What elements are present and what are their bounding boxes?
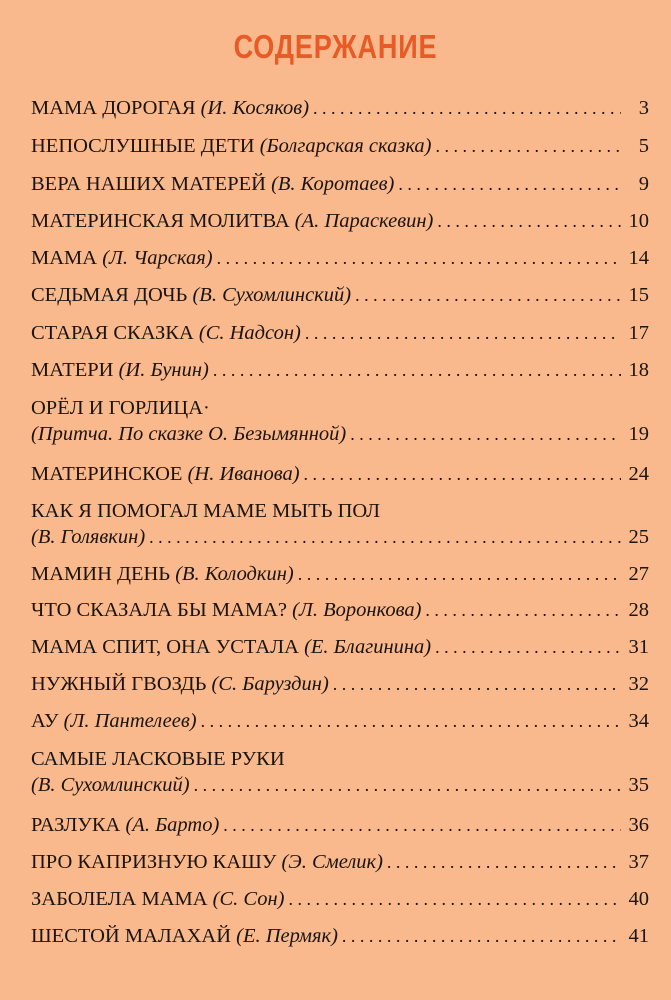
toc-entry[interactable] <box>31 562 649 586</box>
entry-title: РАЗЛУКА <box>31 814 121 836</box>
entry-title: НЕПОСЛУШНЫЕ ДЕТИ <box>31 135 255 157</box>
toc-entry[interactable] <box>31 462 649 486</box>
entry-title: ШЕСТОЙ МАЛАХАЙ <box>31 925 232 947</box>
dot-leader <box>213 358 621 382</box>
entry-title: МАМИН ДЕНЬ <box>31 563 171 585</box>
dot-leader <box>350 422 621 446</box>
entry-author: (Болгарская сказка) <box>259 135 432 157</box>
dot-leader <box>313 96 621 120</box>
toc-entry[interactable] <box>31 672 649 696</box>
toc-entry[interactable] <box>31 887 649 911</box>
entry-author: (С. Сон) <box>212 888 285 910</box>
dot-leader <box>398 172 621 196</box>
entry-text <box>31 209 433 233</box>
entry-author: (А. Параскевин) <box>294 210 434 232</box>
entry-text <box>31 246 213 270</box>
dot-leader <box>435 635 621 659</box>
entry-text <box>31 635 431 659</box>
page-title: СОДЕРЖАНИЕ <box>233 28 438 65</box>
entry-author: (Е. Благинина) <box>304 636 432 658</box>
entry-title: ЗАБОЛЕЛА МАМА <box>31 888 208 910</box>
entry-author: (Е. Пермяк) <box>236 925 338 947</box>
toc-entry[interactable] <box>31 598 649 622</box>
entry-text <box>31 887 284 911</box>
entry-title: МАТЕРИНСКОЕ <box>31 463 183 485</box>
entry-page-number: 18 <box>628 359 649 381</box>
entry-author: (И. Косяков) <box>200 97 310 119</box>
entry-page-number: 34 <box>628 710 649 732</box>
toc-entry[interactable] <box>31 709 649 733</box>
entry-page-number: 27 <box>628 563 649 585</box>
entry-page-number: 3 <box>638 97 649 119</box>
entry-page-number: 36 <box>628 814 649 836</box>
entry-author: (Э. Смелик) <box>281 851 383 873</box>
entry-page-number: 17 <box>628 322 649 344</box>
entry-title: ЧТО СКАЗАЛА БЫ МАМА? <box>31 599 287 621</box>
dot-leader <box>304 462 621 486</box>
entry-text <box>31 598 421 622</box>
entry-page-number: 32 <box>628 673 649 695</box>
entry-author: (С. Надсон) <box>198 322 301 344</box>
entry-author: (А. Барто) <box>125 814 220 836</box>
dot-leader <box>288 887 621 911</box>
toc-entry[interactable] <box>31 747 649 797</box>
toc-entry[interactable] <box>31 209 649 233</box>
toc-entry[interactable] <box>31 813 649 837</box>
entry-author: (В. Голявкин) <box>31 526 146 548</box>
entry-author: (Притча. По сказке О. Безымянной) <box>31 423 347 445</box>
entry-text <box>31 813 219 837</box>
entry-text <box>31 358 209 382</box>
dot-leader <box>201 709 621 733</box>
entry-page-number: 28 <box>628 599 649 621</box>
entry-page-number: 9 <box>638 173 649 195</box>
entry-author: (Л. Воронкова) <box>292 599 422 621</box>
entry-page-number: 40 <box>628 888 649 910</box>
toc-entry[interactable] <box>31 499 649 549</box>
dot-leader <box>355 283 621 307</box>
entry-title: САМЫЕ ЛАСКОВЫЕ РУКИ <box>31 748 285 770</box>
toc-entry[interactable] <box>31 172 649 196</box>
entry-title: ВЕРА НАШИХ МАТЕРЕЙ <box>31 173 266 195</box>
entry-text <box>31 321 301 345</box>
toc-entry[interactable] <box>31 358 649 382</box>
toc-entry[interactable] <box>31 246 649 270</box>
entry-author: (Л. Пантелеев) <box>63 710 197 732</box>
entry-page-number: 5 <box>638 135 649 157</box>
entry-text <box>31 134 432 158</box>
entry-text <box>31 172 394 196</box>
dot-leader <box>342 924 621 948</box>
dot-leader <box>436 134 622 158</box>
dot-leader <box>223 813 621 837</box>
entry-page-number: 10 <box>628 210 649 232</box>
entry-text <box>31 672 329 696</box>
toc-entry[interactable] <box>31 635 649 659</box>
entry-page-number: 25 <box>628 526 649 548</box>
entry-title: НУЖНЫЙ ГВОЗДЬ <box>31 673 207 695</box>
entry-title: МАМА ДОРОГАЯ <box>31 97 196 119</box>
entry-title: МАТЕРИНСКАЯ МОЛИТВА <box>31 210 290 232</box>
entry-author: (В. Сухомлинский) <box>192 284 352 306</box>
entry-title: СЕДЬМАЯ ДОЧЬ <box>31 284 188 306</box>
toc-entry[interactable] <box>31 134 649 158</box>
entry-text <box>31 562 294 586</box>
toc-entry[interactable] <box>31 96 649 120</box>
entry-text <box>31 283 351 307</box>
entry-text <box>31 462 300 486</box>
dot-leader <box>305 321 621 345</box>
entry-page-number: 37 <box>628 851 649 873</box>
toc-entry[interactable] <box>31 850 649 874</box>
entry-page-number: 35 <box>628 774 649 796</box>
entry-author: (И. Бунин) <box>118 359 209 381</box>
entry-author: (С. Баруздин) <box>211 673 329 695</box>
entry-title: СТАРАЯ СКАЗКА <box>31 322 194 344</box>
entry-title: МАМА <box>31 247 98 269</box>
entry-page-number: 15 <box>628 284 649 306</box>
dot-leader <box>387 850 621 874</box>
toc-entry[interactable] <box>31 283 649 307</box>
entry-title: МАМА СПИТ, ОНА УСТАЛА <box>31 636 299 658</box>
toc-entry[interactable] <box>31 924 649 948</box>
dot-leader <box>425 598 621 622</box>
entry-page-number: 41 <box>628 925 649 947</box>
entry-text <box>31 924 338 948</box>
entry-author: (Н. Иванова) <box>187 463 300 485</box>
entry-author: (В. Сухомлинский) <box>31 774 190 796</box>
dot-leader <box>149 525 621 549</box>
dot-leader <box>217 246 621 270</box>
entry-author: (В. Коротаев) <box>271 173 395 195</box>
dot-leader <box>333 672 621 696</box>
dot-leader <box>298 562 621 586</box>
toc-entry[interactable] <box>31 321 649 345</box>
entry-title: ПРО КАПРИЗНУЮ КАШУ <box>31 851 277 873</box>
entry-page-number: 14 <box>628 247 649 269</box>
entry-page-number: 19 <box>628 423 649 445</box>
entry-title: КАК Я ПОМОГАЛ МАМЕ МЫТЬ ПОЛ <box>31 500 381 522</box>
toc-entry[interactable] <box>31 396 649 446</box>
entry-author: (В. Колодкин) <box>175 563 294 585</box>
dot-leader <box>194 773 621 797</box>
entry-text <box>31 850 383 874</box>
entry-author: (Л. Чарская) <box>102 247 213 269</box>
entry-title: АУ <box>31 710 59 732</box>
entry-text <box>31 96 309 120</box>
entry-page-number: 24 <box>628 463 649 485</box>
entry-title: МАТЕРИ <box>31 359 114 381</box>
entry-page-number: 31 <box>628 636 649 658</box>
entry-title: ОРЁЛ И ГОРЛИЦА· <box>31 397 210 419</box>
dot-leader <box>437 209 621 233</box>
entry-text <box>31 709 197 733</box>
